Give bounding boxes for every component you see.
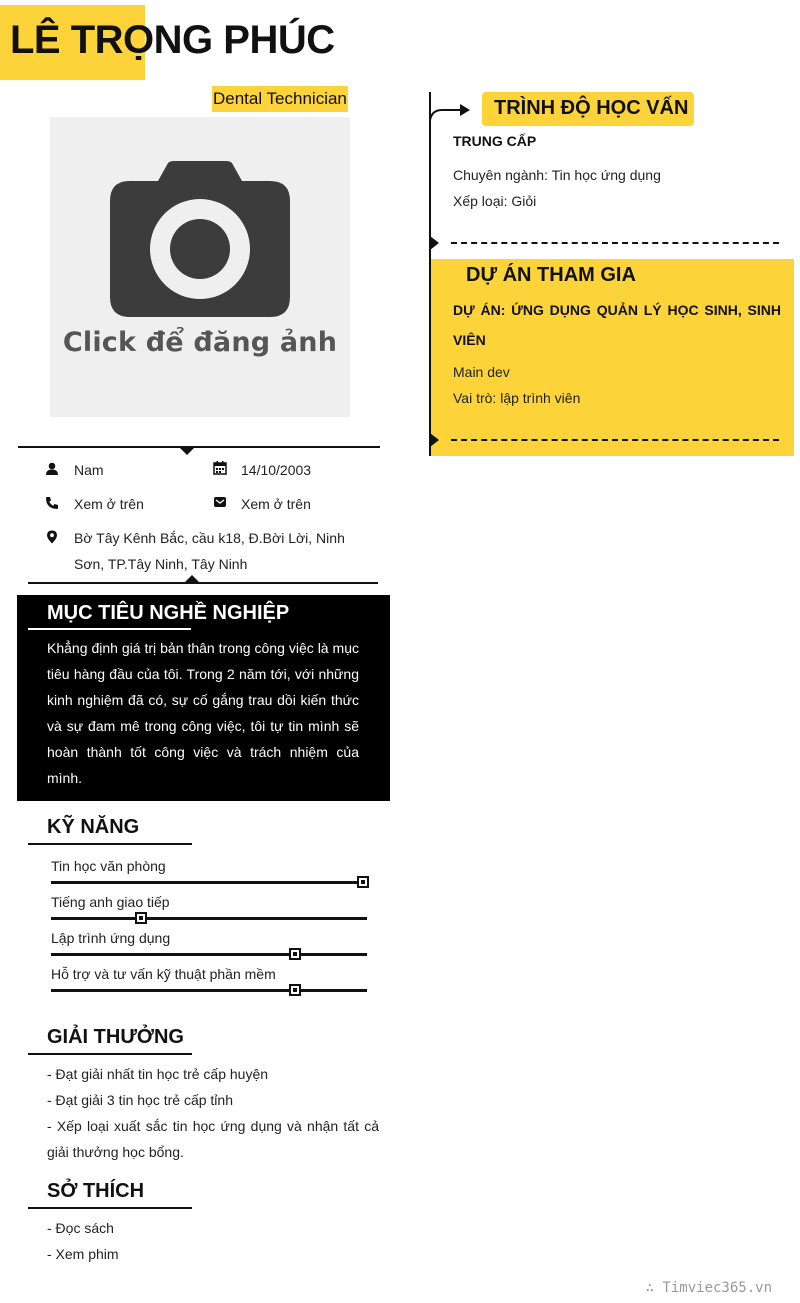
contact-top-line [18, 446, 380, 448]
skills-underline [28, 843, 192, 845]
timeline-line [429, 92, 431, 456]
education-title: TRÌNH ĐỘ HỌC VẤN [494, 97, 689, 119]
skills-title: KỸ NĂNG [47, 816, 140, 838]
skill-level-track [51, 881, 367, 884]
timeline-marker-icon [430, 236, 439, 250]
skill-level-handle [357, 876, 369, 888]
objective-title: MỤC TIÊU NGHỀ NGHIỆP [47, 602, 290, 624]
user-icon [45, 462, 59, 476]
hobby-item: - Xem phim [47, 1246, 119, 1262]
timeline-marker-icon [430, 433, 439, 447]
award-item: - Đạt giải nhất tin học trẻ cấp huyện [47, 1066, 269, 1082]
avatar-upload[interactable] [50, 117, 350, 417]
hobby-item: - Đọc sách [47, 1220, 114, 1236]
projects-title: DỰ ÁN THAM GIA [466, 264, 636, 286]
skill-level-track [51, 953, 367, 956]
photo-caption: Click để đăng ảnh [62, 327, 338, 358]
hobbies-title: SỞ THÍCH [47, 1180, 145, 1202]
education-major: Chuyên ngành: Tin học ứng dụng [453, 167, 661, 183]
project-role-main: Main dev [453, 364, 510, 380]
skill-name: Hỗ trợ và tư vấn kỹ thuật phần mềm [51, 966, 276, 982]
arrow-right-icon [430, 98, 472, 124]
gender-value: Nam [74, 462, 104, 478]
birthday-value: 14/10/2003 [241, 462, 312, 478]
project-name: DỰ ÁN: ỨNG DỤNG QUẢN LÝ HỌC SINH, SINH VIÊN [453, 302, 781, 348]
skill-level-track [51, 989, 367, 992]
address-value: Bờ Tây Kênh Bắc, cầu k18, Đ.Bời Lời, Ninh Sơn, TP.Tây Ninh, Tây Ninh [74, 530, 345, 572]
award-item: - Xếp loại xuất sắc tin học ứng dụng và nhận tất cả giải thưởng học bổng. [47, 1118, 379, 1160]
education-school: TRUNG CẤP [453, 133, 537, 149]
skill-name: Tin học văn phòng [51, 858, 166, 874]
envelope-icon [213, 495, 227, 509]
candidate-name: LÊ TRỌNG PHÚC [10, 18, 335, 62]
contact-bottom-line [28, 582, 378, 584]
skill-name: Tiếng anh giao tiếp [51, 894, 170, 910]
projects-divider [451, 439, 779, 441]
calendar-icon [213, 461, 227, 475]
watermark: ∴ Timviec365.vn [645, 1280, 772, 1296]
skill-level-handle [289, 984, 301, 996]
award-item: - Đạt giải 3 tin học trẻ cấp tỉnh [47, 1092, 233, 1108]
objective-text: Khẳng định giá trị bản thân trong công việc là mục tiêu hàng đầu của tôi. Trong 2 năm tới, với những kinh nghiệm đã có, sự cố gắng trau dồi kiến thức và sự đam mê trong công việc, tôi tự tin mình sẽ hoàn thành tốt công việc và trách nhiệm của mình. [47, 640, 359, 786]
project-role: Vai trò: lập trình viên [453, 390, 581, 406]
phone-icon [45, 496, 59, 510]
phone-value: Xem ở trên [74, 496, 144, 512]
caret-down-icon [179, 447, 195, 455]
skill-level-handle [135, 912, 147, 924]
awards-underline [28, 1053, 192, 1055]
camera-icon [110, 161, 290, 317]
email-value: Xem ở trên [241, 496, 311, 512]
education-divider [451, 242, 779, 244]
education-rank: Xếp loại: Giỏi [453, 193, 537, 209]
projects-highlight [431, 259, 794, 456]
skill-level-track [51, 917, 367, 920]
map-marker-icon [45, 530, 59, 544]
objective-section [17, 595, 390, 801]
hobbies-list [47, 1215, 119, 1267]
skill-name: Lập trình ứng dụng [51, 930, 171, 946]
job-position: Dental Technician [212, 86, 348, 112]
objective-underline [28, 628, 191, 630]
skill-level-handle [289, 948, 301, 960]
hobbies-underline [28, 1207, 192, 1209]
awards-list [47, 1061, 379, 1165]
awards-title: GIẢI THƯỞNG [47, 1026, 184, 1048]
